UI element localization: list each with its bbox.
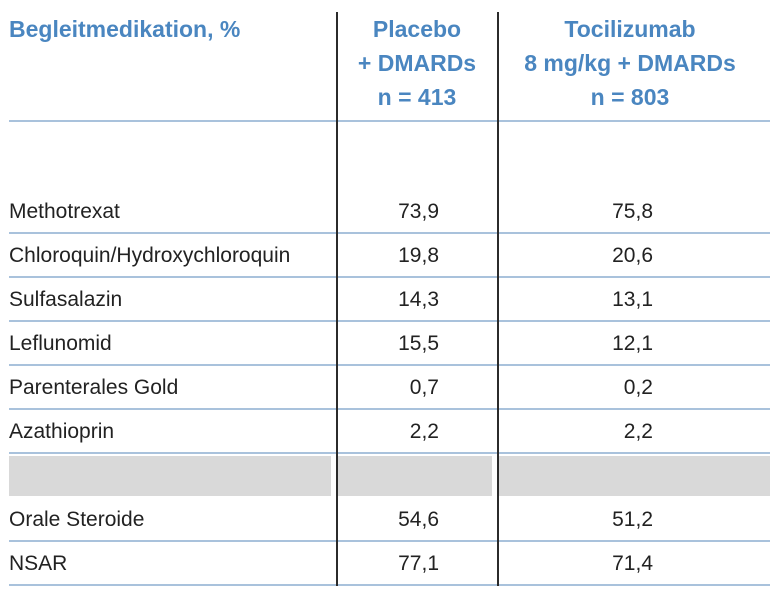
table-row: [9, 410, 770, 454]
row-placebo-value: 0,7: [409, 376, 439, 399]
row-placebo-value: 54,6: [398, 508, 439, 531]
row-label: Azathioprin: [9, 420, 115, 443]
table-row: [9, 366, 770, 410]
header-medication: [9, 12, 329, 46]
row-tocilizumab-value: 12,1: [612, 332, 653, 355]
table-row: [9, 322, 770, 366]
row-tocilizumab-value: 51,2: [612, 508, 653, 531]
header-tocilizumab-line-1: Tocilizumab: [564, 16, 696, 42]
row-label: NSAR: [9, 552, 68, 575]
row-placebo-value: 2,2: [409, 420, 439, 443]
header-placebo-line-2: + DMARDs: [357, 50, 477, 76]
row-placebo-value: 14,3: [398, 288, 439, 311]
header-medication-line: Begleitmedikation, %: [9, 16, 241, 42]
row-tocilizumab-value: 75,8: [612, 200, 653, 223]
table-row: [9, 190, 770, 234]
table-row: [9, 234, 770, 278]
header-tocilizumab-line-3: n = 803: [590, 84, 670, 110]
row-tocilizumab-value: 13,1: [612, 288, 653, 311]
row-label: Parenterales Gold: [9, 376, 179, 399]
header-placebo-line-3: n = 413: [377, 84, 457, 110]
row-label: Methotrexat: [9, 200, 120, 223]
row-label: Sulfasalazin: [9, 288, 123, 311]
row-placebo-value: 73,9: [398, 200, 439, 223]
row-placebo-value: 15,5: [398, 332, 439, 355]
row-tocilizumab-value: 20,6: [612, 244, 653, 267]
column-divider-tocilizumab: [497, 12, 499, 586]
row-label: Orale Steroide: [9, 508, 145, 531]
row-label: Chloroquin/Hydroxychloroquin: [9, 244, 291, 267]
header-placebo-line-1: Placebo: [372, 16, 462, 42]
table-row: [9, 498, 770, 542]
table-row: [9, 278, 770, 322]
header-tocilizumab-line-2: 8 mg/kg + DMARDs: [524, 50, 736, 76]
table-row: [9, 542, 770, 586]
row-label: Leflunomid: [9, 332, 112, 355]
row-tocilizumab-value: 0,2: [623, 376, 653, 399]
column-divider-placebo: [336, 12, 338, 586]
header-divider: [9, 120, 770, 122]
header-tocilizumab: [499, 12, 761, 114]
header-placebo: [338, 12, 496, 114]
row-tocilizumab-value: 71,4: [612, 552, 653, 575]
row-placebo-value: 19,8: [398, 244, 439, 267]
group-separator-band: [9, 456, 770, 496]
row-tocilizumab-value: 2,2: [623, 420, 653, 443]
row-placebo-value: 77,1: [398, 552, 439, 575]
